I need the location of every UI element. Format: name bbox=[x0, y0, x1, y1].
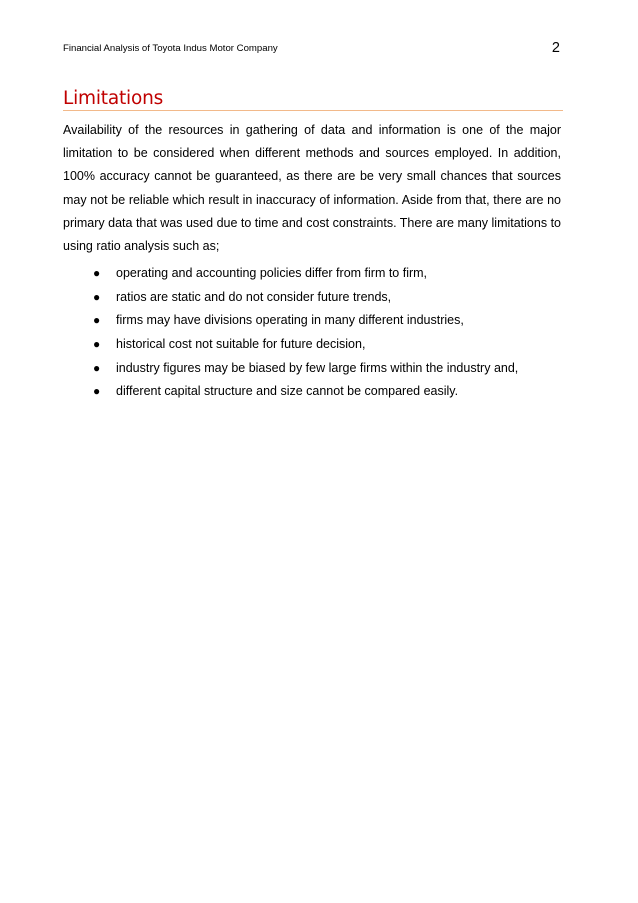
heading-divider bbox=[63, 110, 563, 111]
list-item bbox=[63, 333, 563, 357]
bullet-icon: ● bbox=[93, 266, 101, 280]
page-number: 2 bbox=[551, 40, 560, 56]
list-item-text: operating and accounting policies differ from firm to firm, bbox=[116, 266, 428, 280]
limitations-list bbox=[63, 262, 563, 404]
list-item bbox=[63, 357, 563, 381]
list-item-text: firms may have divisions operating in many different industries, bbox=[116, 313, 464, 328]
page-header bbox=[63, 42, 560, 60]
list-item-text: ratios are static and do not consider future trends, bbox=[116, 289, 392, 304]
list-item bbox=[63, 380, 563, 404]
document-title: Financial Analysis of Toyota Indus Motor Company bbox=[63, 43, 278, 54]
section-heading: Limitations bbox=[63, 88, 164, 109]
list-item-text: historical cost not suitable for future decision, bbox=[116, 337, 366, 352]
list-item bbox=[63, 262, 563, 286]
bullet-icon: ● bbox=[93, 360, 101, 375]
bullet-icon: ● bbox=[93, 384, 101, 399]
list-item bbox=[63, 286, 563, 310]
bullet-icon: ● bbox=[93, 313, 101, 328]
bullet-icon: ● bbox=[93, 337, 101, 352]
bullet-icon: ● bbox=[93, 289, 101, 304]
list-item bbox=[63, 309, 563, 333]
list-item-text: different capital structure and size cannot be compared easily. bbox=[116, 384, 459, 399]
body-paragraph: Availability of the resources in gathering of data and information is one of the major limitation to be considered when different methods and sources employed. In addition, 100% accuracy cannot be guaranteed, as there are be very small chances that sources may not be reliable which result in inaccuracy of information. Aside from that, there are no primary data that was used due to time and cost constraints. There are many limitations to using ratio analysis such as; bbox=[63, 123, 561, 254]
list-item-text: industry figures may be biased by few large firms within the industry and, bbox=[116, 360, 519, 375]
